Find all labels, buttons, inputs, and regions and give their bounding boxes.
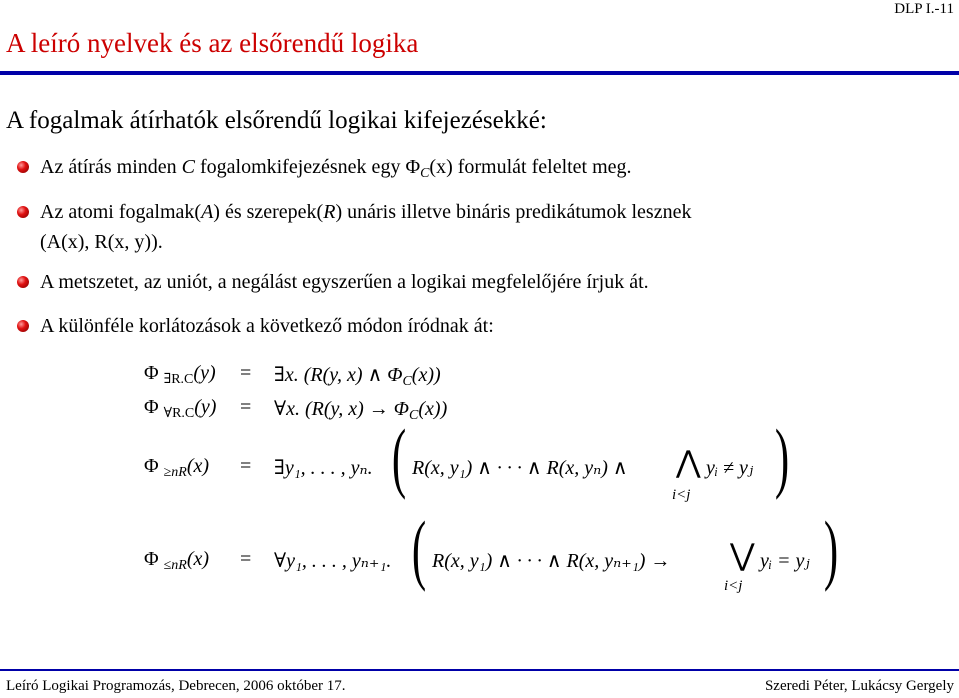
left-paren: (: [411, 505, 427, 592]
formula-atleast-eq: =: [240, 455, 252, 477]
footer-rule: [0, 669, 959, 671]
bullet-icon: [17, 161, 29, 173]
formula-atmost-eq: =: [240, 548, 252, 570]
formula-atmost-tail: yᵢ = yⱼ: [760, 550, 810, 572]
bullet-text-4: A különféle korlátozások a következő módon íródnak át:: [40, 315, 494, 337]
formula-atmost-lhs: Φ $_{\le nR}$(x): [144, 548, 210, 573]
bullet-text-2: Az atomi fogalmak(A) és szerepek(R) unáris illetve bináris predikátumok lesznek: [40, 201, 692, 223]
formula-atleast-quant: ∃y₁, . . . , yₙ.: [274, 457, 373, 479]
formula-atmost-quant: ∀y₁, . . . , yₙ₊₁.: [274, 550, 392, 572]
slide-number: DLP I.-11: [894, 1, 954, 17]
formula-forall-eq: =: [240, 396, 252, 418]
formula-atleast-body: R(x, y₁) ∧ · · · ∧ R(x, yₙ) ∧: [412, 457, 628, 479]
formula-atmost-body: R(x, y₁) ∧ · · · ∧ R(x, yₙ₊₁) →: [432, 550, 671, 572]
bullet-icon: [17, 320, 29, 332]
formula-exists-rhs: ∃x. (R(y, x) ∧ $\Phi_C(x)$): [274, 364, 441, 389]
bullet-text-1: Az átírás minden C fogalomkifejezésnek egy $\Phi_C(x)$ formulát feleltet meg.: [40, 156, 632, 181]
formula-exists-lhs: Φ $_{\exists R.C}$(y): [144, 362, 216, 387]
bullet-icon: [17, 276, 29, 288]
formula-atleast-tail: yᵢ ≠ yⱼ: [706, 457, 754, 479]
bullet-icon: [17, 206, 29, 218]
bullet-text-3: A metszetet, az uniót, a negálást egyszerűen a logikai megfelelőjére írjuk át.: [40, 271, 649, 293]
header-rule: [0, 71, 959, 75]
footer-left: Leíró Logikai Programozás, Debrecen, 2006 október 17.: [6, 678, 346, 694]
big-and-operator: ⋀: [676, 446, 701, 479]
bullet-text-2-cont: (A(x), R(x, y)).: [40, 231, 163, 253]
left-paren: (: [391, 413, 407, 500]
formula-atleast-lhs: Φ $_{\ge nR}$(x): [144, 455, 210, 480]
section-heading: A fogalmak átírhatók elsőrendű logikai kifejezésekké:: [6, 107, 547, 134]
formula-exists-eq: =: [240, 362, 252, 384]
big-or-operator: ⋁: [730, 539, 755, 572]
right-paren: ): [774, 413, 790, 500]
right-paren: ): [823, 505, 839, 592]
slide-title: A leíró nyelvek és az elsőrendű logika: [6, 28, 419, 58]
formula-forall-rhs: ∀x. (R(y, $x) \to \Phi_C(x)$): [274, 398, 448, 423]
footer-right: Szeredi Péter, Lukácsy Gergely: [764, 678, 954, 694]
index-under-and: i<j: [672, 487, 691, 503]
formula-forall-lhs: Φ $_{\forall R.C}$(y): [144, 396, 217, 421]
index-under-or: i<j: [724, 578, 743, 594]
